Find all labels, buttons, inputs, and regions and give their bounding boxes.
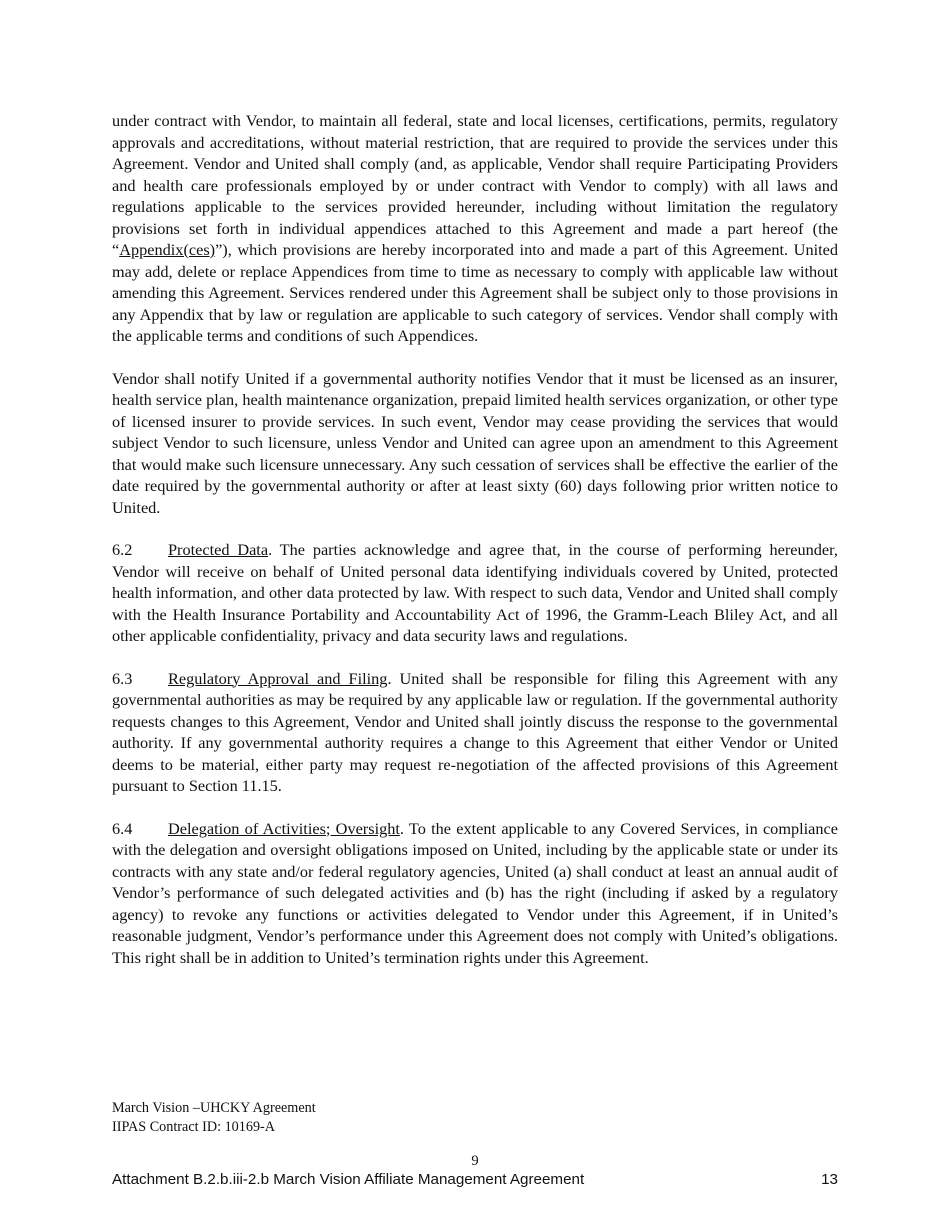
page-number: 9 (471, 1153, 479, 1169)
section-heading: Delegation of Activities; Oversight (168, 818, 400, 838)
attachment-page-number: 13 (821, 1171, 838, 1188)
section-text: . To the extent applicable to any Covered Services, in compliance with the delegation and oversight obligations imposed on United, including by the applicable state or under its contracts with any state and/or federal regulatory agencies, United (a) shall conduct at least an annual audit of Vendor’s performance of such delegated activities and (b) has the right (including if asked by a regulatory agency) to revoke any functions or activities delegated to Vendor under this Agreement, if in United’s reasonable judgment, Vendor’s performance under this Agreement does not comply with United’s obligations. This right shall be in addition to United’s termination rights under this Agreement. (112, 818, 838, 967)
section-number: 6.3 (112, 668, 133, 688)
attachment-title: Attachment B.2.b.iii-2.b March Vision Affiliate Management Agreement (112, 1171, 585, 1188)
section-6-3 (112, 668, 838, 797)
paragraph-licensure: under contract with Vendor, to maintain all federal, state and local licenses, certifications, permits, regulatory approvals and accreditations, without material restriction, that are required to provide the services under this Agreement. Vendor and United shall comply (and, as applicable, Vendor shall require Participating Providers and health care professionals employed by or under contract with Vendor to comply) with all laws and regulations applicable to the services provided hereunder, including without limitation the regulatory provisions set forth in individual appendices attached to this Agreement and made a part hereof (the “Appendix(ces)”), which provisions are hereby incorporated into and made a part of this Agreement. United may add, delete or replace Appendices from time to time as necessary to comply with applicable law without amending this Agreement. Services rendered under this Agreement shall be subject only to those provisions in any Appendix that by law or regulation are applicable to such category of services. Vendor shall comply with the applicable terms and conditions of such Appendices. (112, 111, 838, 345)
section-heading: Regulatory Approval and Filing (168, 668, 388, 688)
footer-agreement-name: March Vision –UHCKY Agreement (112, 1100, 316, 1116)
defined-term-appendix: Appendix(ces) (119, 240, 216, 259)
footer-contract-id: IIPAS Contract ID: 10169-A (112, 1118, 276, 1135)
footer-agreement-info (112, 1099, 316, 1136)
paragraph-insurer-notice: Vendor shall notify United if a governmental authority notifies Vendor that it must be licensed as an insurer, health service plan, health maintenance organization, prepaid limited health services organization, or other type of licensed insurer to provide services. In such event, Vendor may cease providing the services that would subject Vendor to such licensure, unless Vendor and United can agree upon an amendment to this Agreement that would make such licensure unnecessary. Any such cessation of services shall be effective the earlier of the date required by the governmental authority or after at least sixty (60) days following prior written notice to United. (112, 368, 838, 517)
document-body (112, 110, 838, 989)
section-number: 6.2 (112, 540, 133, 559)
section-number: 6.4 (112, 818, 133, 838)
section-text: . United shall be responsible for filing this Agreement with any governmental authorities as may be required by any applicable law or regulation. If the governmental authority requests changes to this Agreement, Vendor and United shall jointly discuss the response to the governmental authority. If any governmental authority requires a change to this Agreement that either Vendor or United deems to be material, either party may request re-negotiation of the affected provisions of this Agreement pursuant to Section 11.15. (112, 668, 839, 795)
section-6-2 (112, 539, 838, 647)
section-text: . The parties acknowledge and agree that, in the course of performing hereunder, Vendor will receive on behalf of United personal data identifying individuals covered by United, protected health information, and other data protected by law. With respect to such data, Vendor and United shall comply with the Health Insurance Portability and Accountability Act of 1996, the Gramm-Leach Bliley Act, and all other applicable confidentiality, privacy and data security laws and regulations. (112, 540, 838, 645)
section-6-4 (112, 818, 838, 969)
section-heading: Protected Data (168, 540, 269, 559)
attachment-footer (112, 1171, 838, 1188)
